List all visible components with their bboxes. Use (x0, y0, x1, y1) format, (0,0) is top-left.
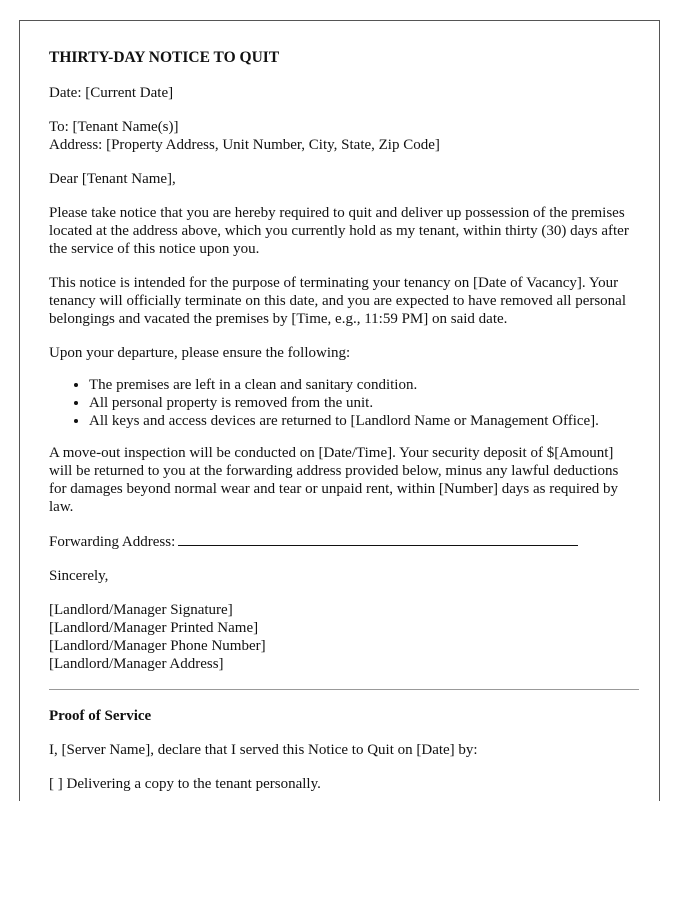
address-line: Address: [Property Address, Unit Number, City, State, Zip Code] (49, 137, 440, 153)
checklist-item: • All keys and access devices are returned to [Landlord Name or Management Office]. (89, 412, 639, 430)
document-page (19, 20, 660, 801)
checklist-item: • All personal property is removed from the unit. (89, 394, 639, 412)
forwarding-address-row (49, 532, 639, 551)
departure-intro: Upon your departure, please ensure the following: (49, 345, 351, 361)
paragraph-notice: Please take notice that you are hereby required to quit and deliver up possession of the premises located at the address above, which you currently hold as my tenant, within thirty (30) days after the service of this notice upon you. (49, 205, 629, 257)
paragraph-deposit: A move-out inspection will be conducted on [Date/Time]. Your security deposit of $[Amount] will be returned to you at the forwarding address provided below, minus any lawful deductions for damages beyond normal wear and tear or unpaid rent, within [Number] days as required by law. (49, 445, 619, 515)
salutation: Dear [Tenant Name], (49, 171, 176, 187)
recipient-block (49, 118, 639, 154)
phone-line: [Landlord/Manager Phone Number] (49, 638, 266, 654)
departure-checklist (49, 376, 639, 430)
section-divider (49, 689, 639, 690)
signature-line: [Landlord/Manager Signature] (49, 602, 233, 618)
forwarding-address-blank (178, 532, 578, 546)
forwarding-address-label: Forwarding Address: (49, 534, 176, 550)
proof-of-service-title: Proof of Service (49, 708, 152, 724)
checklist-item: • The premises are left in a clean and sanitary condition. (89, 376, 639, 394)
date-line: Date: [Current Date] (49, 85, 174, 101)
notice-title: THIRTY-DAY NOTICE TO QUIT (49, 49, 280, 66)
document-content (49, 49, 639, 801)
landlord-address-line: [Landlord/Manager Address] (49, 656, 224, 672)
printed-name-line: [Landlord/Manager Printed Name] (49, 620, 259, 636)
service-option-personal: [ ] Delivering a copy to the tenant personally. (49, 776, 321, 792)
paragraph-termination: This notice is intended for the purpose of terminating your tenancy on [Date of Vacancy]. Your tenancy will officially terminate on this date, and you are expected to have removed all personal belongings and vacated the premises by [Time, e.g., 11:59 PM] on said date. (49, 275, 627, 327)
to-line: To: [Tenant Name(s)] (49, 119, 179, 135)
proof-declaration: I, [Server Name], declare that I served this Notice to Quit on [Date] by: (49, 742, 478, 758)
closing: Sincerely, (49, 568, 109, 584)
signature-block (49, 601, 639, 673)
